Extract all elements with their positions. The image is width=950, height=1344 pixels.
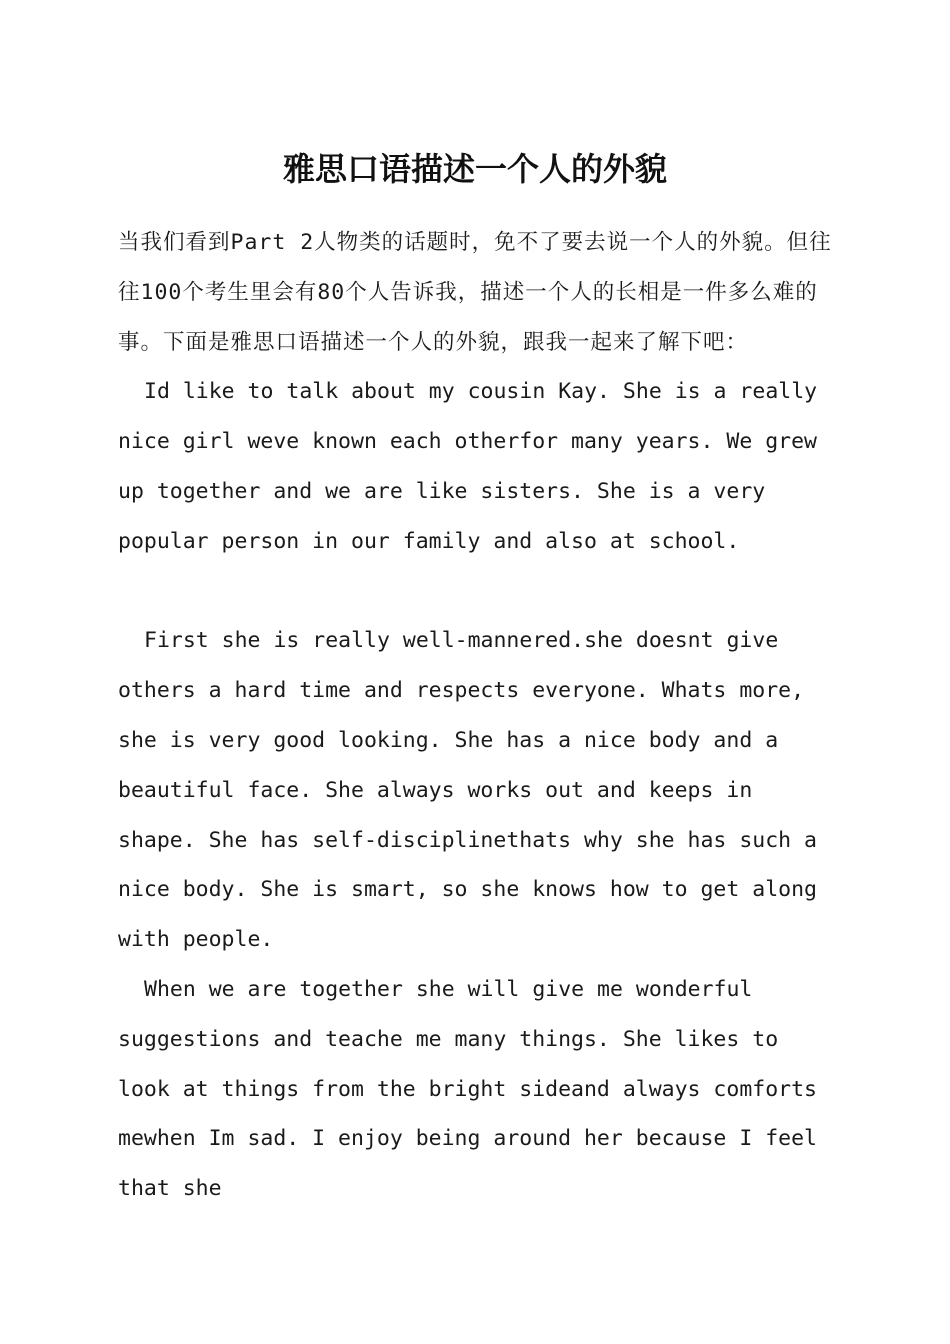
paragraph-together: When we are together she will give me wonderful suggestions and teache me many things. She likes to look at things from the bright sideand always comforts mewhen Im sad. I enjoy being around her because I feel that she	[118, 976, 830, 1202]
document-body	[118, 218, 838, 1214]
intro-paragraph: 当我们看到Part 2人物类的话题时，免不了要去说一个人的外貌。但往往100个考生里会有80个人告诉我，描述一个人的长相是一件多么难的事。下面是雅思口语描述一个人的外貌，跟我一起来了解下吧：	[118, 230, 832, 355]
paragraph-cousin-intro: Id like to talk about my cousin Kay. She is a really nice girl weve known each otherfor many years. We grew up together and we are like sisters. She is a very popular person in our family and also at school.	[118, 379, 831, 554]
paragraph-appearance: First she is really well-mannered.she doesnt give others a hard time and respects everyone. Whats more, she is very good looking. She has a nice body and a beautiful face. She always works out and keeps in shape. She has self-disciplinethats why she has such a nice body. She is smart, so she knows how to get along with people.	[118, 628, 830, 953]
paragraph-spacer	[118, 567, 838, 617]
document-title: 雅思口语描述一个人的外貌	[282, 150, 667, 188]
